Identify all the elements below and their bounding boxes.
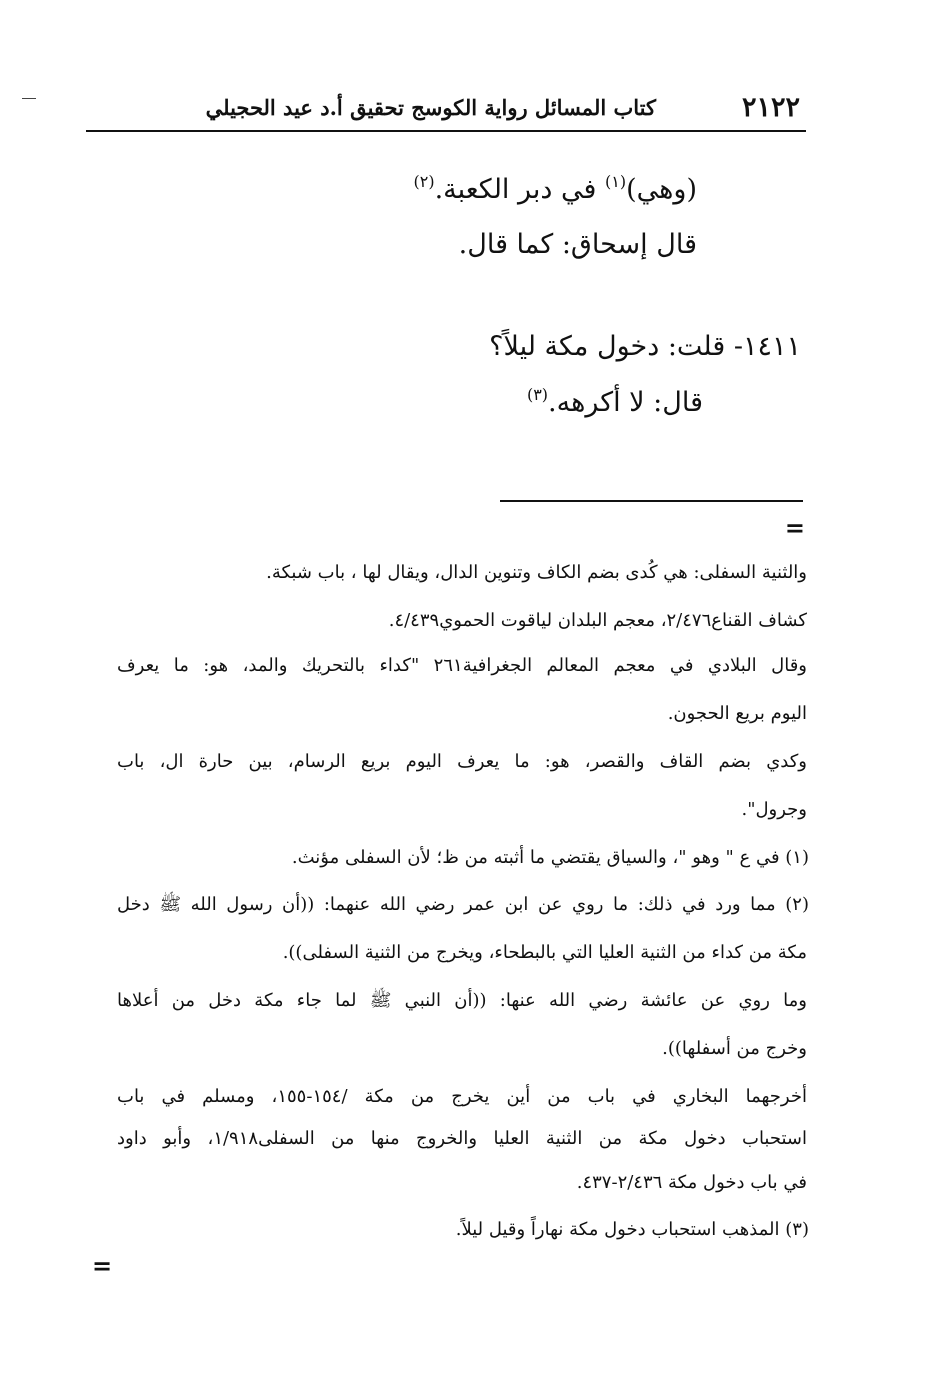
- footnote-2-line: وما روي عن عائشة رضي الله عنها: ((أن النبي ﷺ لما جاء مكة دخل من أعلاها: [117, 990, 807, 1011]
- question-1411: ١٤١١- قلت: دخول مكة ليلاً؟: [489, 331, 801, 362]
- footnote-3: (٣) المذهب استحباب دخول مكة نهاراً وقيل ليلاً.: [455, 1219, 809, 1240]
- footnote-continuation-line: والثنية السفلى: هي كُدى بضم الكاف وتنوين الدال، ويقال لها ، باب شبكة.: [266, 562, 807, 583]
- page-number: ٢١٢٢: [741, 92, 800, 123]
- body-line-2: قال إسحاق: كما قال.: [458, 229, 697, 260]
- footnote-ref-2: (٢): [413, 172, 435, 191]
- footnote-continuation-line: وجرول".: [741, 799, 807, 820]
- continued-on-next-marker: =: [92, 1251, 113, 1280]
- header-rule: [86, 130, 806, 132]
- footnote-continuation-line: اليوم بريع الحجون.: [667, 703, 807, 724]
- footnote-continuation-line: كشاف القناع٢/٤٧٦، معجم البلدان لياقوت الحموي٤/٤٣٩.: [388, 610, 807, 631]
- body-line-1: [413, 165, 697, 218]
- footnote-2-line: وخرج من أسفلها)).: [662, 1038, 807, 1059]
- body-line-1-text: (وهي): [626, 174, 697, 205]
- footnote-2-line: مكة من كداء من الثنية العليا التي بالبطحاء، ويخرج من الثنية السفلى)).: [282, 942, 807, 963]
- continued-from-previous-marker: =: [784, 513, 805, 542]
- footnote-1: (١) في ع " وهو "، والسياق يقتضي ما أثبته من ظ؛ لأن السفلى مؤنث.: [291, 847, 809, 868]
- footnote-2-line: (٢) مما ورد في ذلك: ما روي عن ابن عمر رضي الله عنهما: ((أن رسول الله ﷺ دخل: [117, 894, 809, 915]
- footnote-2-line: أخرجهما البخاري في باب من أين يخرج من مكة /١٥٤-١٥٥، ومسلم في باب: [117, 1086, 807, 1107]
- scan-mark: [22, 98, 36, 99]
- footnote-continuation-line: وكدي بضم القاف والقصر، هو: ما يعرف اليوم بريع الرسام، بين حارة ال، باب: [117, 751, 807, 772]
- footnote-2-line: في باب دخول مكة ٢/٤٣٦-٤٣٧.: [576, 1172, 807, 1193]
- body-line-1-text2: في دبر الكعبة.: [434, 174, 597, 205]
- answer-1411-text: قال: لا أكرهه.: [548, 387, 703, 418]
- footnote-ref-3: (٣): [526, 385, 549, 404]
- page-header: [86, 88, 806, 128]
- footnote-2-line: استحباب دخول مكة من الثنية العليا والخروج منها من السفلى١/٩١٨، وأبو داود: [117, 1128, 807, 1149]
- footnote-separator: [500, 500, 803, 502]
- answer-1411: [527, 378, 703, 431]
- footnote-ref-1: (١): [605, 172, 627, 191]
- footnote-continuation-line: وقال البلادي في معجم المعالم الجغرافية٢٦١ "كداء بالتحريك والمد، هو: ما يعرف: [117, 655, 807, 676]
- running-title: كتاب المسائل رواية الكوسج تحقيق أ.د عيد الحجيلي: [205, 95, 656, 120]
